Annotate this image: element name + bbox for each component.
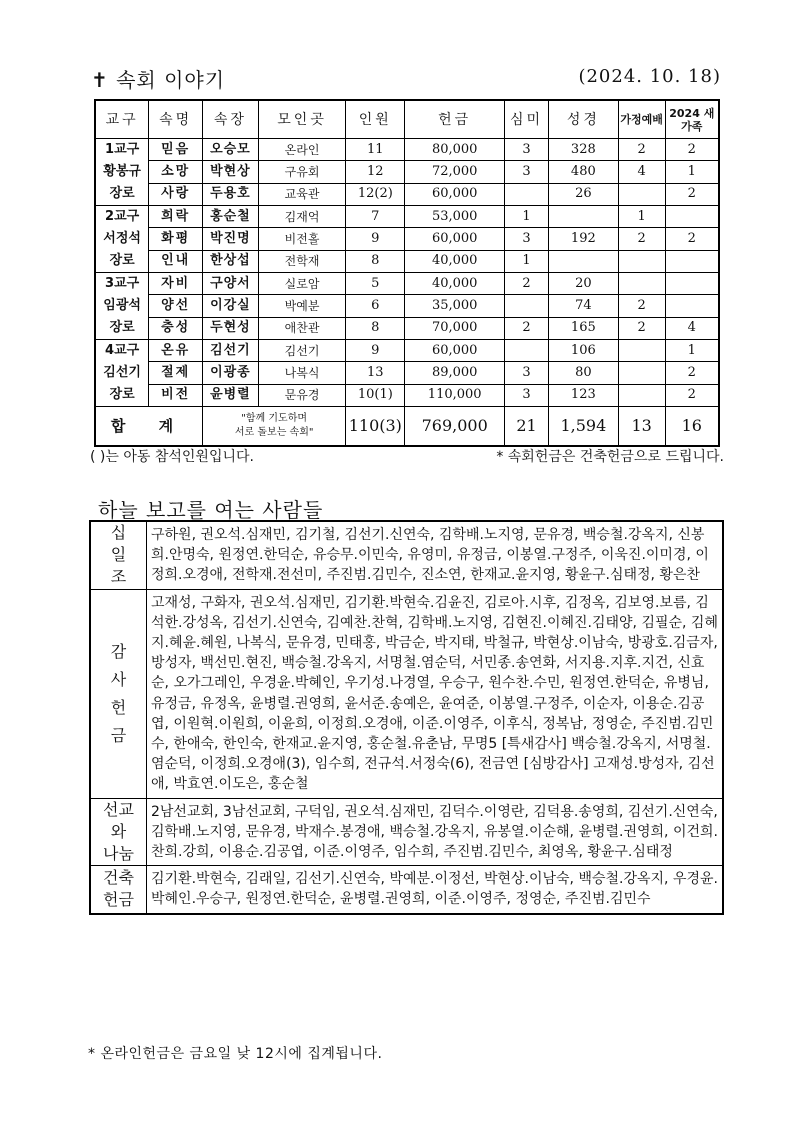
attendance: 6 bbox=[346, 295, 405, 317]
family-worship: 4 bbox=[618, 161, 665, 183]
attendance: 11 bbox=[346, 139, 405, 161]
new-family: 2 bbox=[665, 139, 719, 161]
category-line: 금 bbox=[110, 725, 127, 745]
cell-leader: 박현상 bbox=[203, 161, 259, 183]
simmi: 3 bbox=[505, 362, 549, 384]
bible-reading bbox=[548, 206, 618, 228]
cell-name: 사랑 bbox=[149, 183, 203, 205]
offering: 110,000 bbox=[405, 384, 505, 406]
meeting-place: 온라인 bbox=[258, 139, 346, 161]
district-cell bbox=[95, 340, 149, 407]
donor-category bbox=[90, 521, 147, 589]
cell-leader: 구양서 bbox=[203, 273, 259, 295]
category-line: 선교 bbox=[103, 799, 134, 819]
offering: 40,000 bbox=[405, 250, 505, 272]
district-cell bbox=[95, 206, 149, 273]
attendance: 8 bbox=[346, 250, 405, 272]
category-line: 감 bbox=[110, 641, 127, 661]
cell-name: 비전 bbox=[149, 384, 203, 406]
cell-name: 믿음 bbox=[149, 139, 203, 161]
new-family bbox=[665, 273, 719, 295]
attendance: 13 bbox=[346, 362, 405, 384]
total-offering: 769,000 bbox=[405, 407, 505, 447]
header-cell: 가정예배 bbox=[618, 100, 665, 139]
offering: 53,000 bbox=[405, 206, 505, 228]
meeting-place: 구유회 bbox=[258, 161, 346, 183]
header-cell: 인원 bbox=[346, 100, 405, 139]
category-line: 헌금 bbox=[103, 890, 134, 910]
motto bbox=[203, 407, 346, 447]
offering: 72,000 bbox=[405, 161, 505, 183]
cell-name: 절제 bbox=[149, 362, 203, 384]
table-row bbox=[95, 340, 719, 362]
header-cell: 모인곳 bbox=[258, 100, 346, 139]
donor-category bbox=[90, 589, 147, 798]
total-label: 합 계 bbox=[95, 407, 203, 447]
attendance: 9 bbox=[346, 228, 405, 250]
cell-name: 인내 bbox=[149, 250, 203, 272]
category-line: 와 bbox=[110, 821, 127, 841]
header-cell: 교구 bbox=[95, 100, 149, 139]
bible-reading: 26 bbox=[548, 183, 618, 205]
family-worship: 2 bbox=[618, 295, 665, 317]
table-row bbox=[95, 317, 719, 339]
bible-reading: 106 bbox=[548, 340, 618, 362]
simmi bbox=[505, 295, 549, 317]
donor-names: 김기환.박현숙, 김래일, 김선기.신연숙, 박예분.이정선, 박현상.이남숙, 백승철.강옥지, 우경윤.박혜인.우승구, 원정연.한덕순, 윤병렬.권영희, 이준.이영주, 정영순, 주진범.김민수 bbox=[147, 866, 724, 914]
meeting-place: 김선기 bbox=[258, 340, 346, 362]
meeting-place: 박예분 bbox=[258, 295, 346, 317]
total-bible: 1,594 bbox=[548, 407, 618, 447]
new-family: 1 bbox=[665, 161, 719, 183]
cell-leader: 김선기 bbox=[203, 340, 259, 362]
category-line: 건축 bbox=[103, 868, 134, 888]
bible-reading bbox=[548, 250, 618, 272]
cell-group-table bbox=[94, 99, 720, 447]
meeting-place: 비전홀 bbox=[258, 228, 346, 250]
category-line: 헌 bbox=[110, 697, 127, 717]
attendance: 12 bbox=[346, 161, 405, 183]
cell-name: 양선 bbox=[149, 295, 203, 317]
family-worship: 1 bbox=[618, 206, 665, 228]
table-row bbox=[95, 161, 719, 183]
meeting-place: 교육관 bbox=[258, 183, 346, 205]
bible-reading: 480 bbox=[548, 161, 618, 183]
cell-leader: 박진명 bbox=[203, 228, 259, 250]
donor-table bbox=[89, 520, 724, 915]
category-line: 사 bbox=[110, 669, 127, 689]
family-worship bbox=[618, 273, 665, 295]
meeting-place: 실로암 bbox=[258, 273, 346, 295]
new-family: 2 bbox=[665, 228, 719, 250]
header-cell: 성경 bbox=[548, 100, 618, 139]
bible-reading: 123 bbox=[548, 384, 618, 406]
table-row bbox=[95, 139, 719, 161]
cell-name: 화평 bbox=[149, 228, 203, 250]
attendance: 9 bbox=[346, 340, 405, 362]
simmi bbox=[505, 183, 549, 205]
cell-leader: 한상섭 bbox=[203, 250, 259, 272]
table-header-row bbox=[95, 100, 719, 139]
child-count-note: ( )는 아동 참석인원입니다. bbox=[90, 449, 254, 465]
donor-names: 구하원, 권오석.심재민, 김기철, 김선기.신연숙, 김학배.노지영, 문유경, 백승철.강옥지, 신봉희.안명숙, 원정연.한덕순, 유승무.이민숙, 유영미, 유정금, 이봉열.구정주, 이욱진.이미경, 이정희.오경애, 전학재.전선미, 주진범.김민수, 진소연, 한재교.윤지영, 황윤구.심태정, 황은찬 bbox=[147, 521, 724, 589]
donor-table-body bbox=[90, 521, 723, 914]
bible-reading: 192 bbox=[548, 228, 618, 250]
attendance: 7 bbox=[346, 206, 405, 228]
cell-table-body bbox=[95, 139, 719, 407]
offering-note: * 속회헌금은 건축헌금으로 드립니다. bbox=[496, 449, 724, 465]
total-family-worship: 13 bbox=[618, 407, 665, 447]
family-worship: 2 bbox=[618, 228, 665, 250]
family-worship bbox=[618, 340, 665, 362]
meeting-place: 애찬관 bbox=[258, 317, 346, 339]
district-line: 장로 bbox=[109, 186, 135, 201]
family-worship: 2 bbox=[618, 139, 665, 161]
new-family: 4 bbox=[665, 317, 719, 339]
report-date: (2024. 10. 18) bbox=[578, 66, 721, 87]
cell-name: 온유 bbox=[149, 340, 203, 362]
attendance: 8 bbox=[346, 317, 405, 339]
family-worship bbox=[618, 250, 665, 272]
district-line: 2교구 bbox=[105, 209, 140, 224]
district-line: 장로 bbox=[109, 320, 135, 335]
cell-leader: 오승모 bbox=[203, 139, 259, 161]
table-row bbox=[95, 295, 719, 317]
donor-row bbox=[90, 589, 723, 798]
footnote: * 온라인헌금은 금요일 낮 12시에 집계됩니다. bbox=[88, 1046, 383, 1062]
attendance: 12(2) bbox=[346, 183, 405, 205]
district-line: 3교구 bbox=[105, 276, 140, 291]
category-line: 나눔 bbox=[103, 843, 134, 863]
offering: 40,000 bbox=[405, 273, 505, 295]
simmi: 3 bbox=[505, 161, 549, 183]
district-line: 장로 bbox=[109, 253, 135, 268]
donor-category bbox=[90, 866, 147, 914]
attendance: 5 bbox=[346, 273, 405, 295]
cell-leader: 이강실 bbox=[203, 295, 259, 317]
attendance: 10(1) bbox=[346, 384, 405, 406]
meeting-place: 전학재 bbox=[258, 250, 346, 272]
offering: 89,000 bbox=[405, 362, 505, 384]
meeting-place: 김재억 bbox=[258, 206, 346, 228]
offering: 70,000 bbox=[405, 317, 505, 339]
total-people: 110(3) bbox=[346, 407, 405, 447]
new-family bbox=[665, 295, 719, 317]
category-line: 일 bbox=[110, 545, 127, 565]
bible-reading: 80 bbox=[548, 362, 618, 384]
meeting-place: 문유경 bbox=[258, 384, 346, 406]
donor-row bbox=[90, 798, 723, 866]
simmi: 2 bbox=[505, 317, 549, 339]
offering: 35,000 bbox=[405, 295, 505, 317]
motto-line: 서로 돌보는 속회" bbox=[234, 427, 314, 438]
district-cell bbox=[95, 139, 149, 206]
table-row bbox=[95, 250, 719, 272]
table-row bbox=[95, 362, 719, 384]
district-line: 황봉규 bbox=[103, 164, 141, 179]
donor-row bbox=[90, 866, 723, 914]
header-cell: 2024 새가족 bbox=[665, 100, 719, 139]
donor-row bbox=[90, 521, 723, 589]
header-cell: 심미 bbox=[505, 100, 549, 139]
header-cell: 속명 bbox=[149, 100, 203, 139]
district-cell bbox=[95, 273, 149, 340]
table-row bbox=[95, 273, 719, 295]
family-worship bbox=[618, 362, 665, 384]
simmi: 2 bbox=[505, 273, 549, 295]
new-family: 2 bbox=[665, 362, 719, 384]
cell-name: 충성 bbox=[149, 317, 203, 339]
cell-name: 희락 bbox=[149, 206, 203, 228]
cell-name: 자비 bbox=[149, 273, 203, 295]
donor-names: 고재성, 구화자, 권오석.심재민, 김기환.박현숙.김윤진, 김로아.시후, 김정옥, 김보영.보름, 김석한.강성옥, 김선기.신연숙, 김예찬.찬혁, 김학배.노지영, 김현진.이혜진.김태양, 김필순, 김혜지.혜윤.혜원, 나복식, 문유경, 민태홍, 박금순, 박지태, 박철규, 박현상.이남숙, 방광호.김금자, 방성자, 백선민.현진, 백승철.강옥지, 서명철.염순덕, 서민종.송연화, 서지용.지후.지건, 신효순, 오가그레인, 우경윤.박혜인, 우기성.나경열, 우승구, 원수찬.수민, 원정연.한덕순, 유병님, 유정금, 유정옥, 윤병렬.권영희, 윤서준.송예은, 윤여준, 이봉열.구정주, 이순자, 이용순.김공엽, 이원혁.이원희, 이윤희, 이정희.오경애, 이준.이영주, 이후식, 정복남, 정영순, 주진범.김민수, 한애숙, 한인숙, 한재교.윤지영, 홍순철.유춘남, 무명5 [특새감사] 백승철.강옥지, 서명철.염순덕, 이정희.오경애(3), 임수희, 전규석.서정숙(6), 전금연 [심방감사] 고재성.방성자, 김선애, 박효연.이도은, 홍순철 bbox=[147, 589, 724, 798]
category-line: 십 bbox=[110, 523, 127, 543]
bible-reading: 328 bbox=[548, 139, 618, 161]
district-line: 서정석 bbox=[103, 231, 141, 246]
total-simmi: 21 bbox=[505, 407, 549, 447]
family-worship bbox=[618, 384, 665, 406]
total-row bbox=[95, 407, 719, 447]
cell-leader: 두현성 bbox=[203, 317, 259, 339]
district-line: 임광석 bbox=[103, 298, 141, 313]
simmi: 1 bbox=[505, 206, 549, 228]
new-family: 2 bbox=[665, 183, 719, 205]
offering: 60,000 bbox=[405, 183, 505, 205]
new-family bbox=[665, 206, 719, 228]
table-row bbox=[95, 228, 719, 250]
title-row bbox=[91, 64, 721, 94]
new-family: 1 bbox=[665, 340, 719, 362]
bible-reading: 165 bbox=[548, 317, 618, 339]
simmi: 3 bbox=[505, 139, 549, 161]
district-line: 4교구 bbox=[105, 343, 140, 358]
bible-reading: 74 bbox=[548, 295, 618, 317]
cell-name: 소망 bbox=[149, 161, 203, 183]
offering: 80,000 bbox=[405, 139, 505, 161]
family-worship bbox=[618, 183, 665, 205]
new-family bbox=[665, 250, 719, 272]
simmi: 3 bbox=[505, 384, 549, 406]
family-worship: 2 bbox=[618, 317, 665, 339]
section-title: 하늘 보고를 여는 사람들 bbox=[98, 498, 324, 522]
header-cell: 헌금 bbox=[405, 100, 505, 139]
cell-leader: 이광종 bbox=[203, 362, 259, 384]
page-title: ✝ 속회 이야기 bbox=[91, 68, 226, 92]
header-cell: 속장 bbox=[203, 100, 259, 139]
simmi: 3 bbox=[505, 228, 549, 250]
donor-names: 2남선교회, 3남선교회, 구덕임, 권오석.심재민, 김덕수.이영란, 김덕용.송영희, 김선기.신연숙, 김학배.노지영, 문유경, 박재수.봉경애, 백승철.강옥지, 유봉열.이순해, 윤병렬.권영희, 이건희.찬희.강희, 이용순.김공엽, 이준.이영주, 임수희, 주진범.김민수, 최영옥, 황윤구.심태정 bbox=[147, 798, 724, 866]
total-new-family: 16 bbox=[665, 407, 719, 447]
table-row bbox=[95, 384, 719, 406]
simmi: 1 bbox=[505, 250, 549, 272]
offering: 60,000 bbox=[405, 340, 505, 362]
district-line: 장로 bbox=[109, 387, 135, 402]
new-family: 2 bbox=[665, 384, 719, 406]
bible-reading: 20 bbox=[548, 273, 618, 295]
table-row bbox=[95, 206, 719, 228]
category-line: 조 bbox=[110, 567, 127, 587]
district-line: 1교구 bbox=[105, 142, 140, 157]
district-line: 김선기 bbox=[103, 365, 141, 380]
meeting-place: 나복식 bbox=[258, 362, 346, 384]
donor-category bbox=[90, 798, 147, 866]
cell-leader: 홍순철 bbox=[203, 206, 259, 228]
table-row bbox=[95, 183, 719, 205]
motto-line: "함께 기도하며 bbox=[241, 413, 308, 424]
cell-leader: 윤병렬 bbox=[203, 384, 259, 406]
offering: 60,000 bbox=[405, 228, 505, 250]
simmi bbox=[505, 340, 549, 362]
cell-leader: 두용호 bbox=[203, 183, 259, 205]
